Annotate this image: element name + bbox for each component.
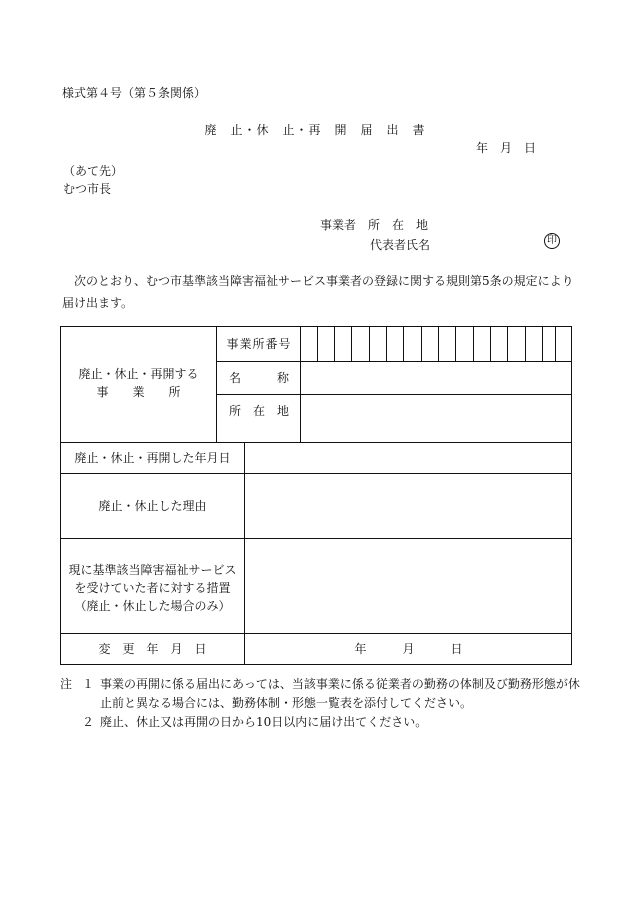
digit-box-divider [507,327,508,361]
table-line [61,538,572,539]
digit-box-divider [421,327,422,361]
reason-label: 廃止・休止した理由 [98,499,207,513]
table-line [61,473,572,474]
digit-box-divider [473,327,474,361]
digit-box-divider [542,327,543,361]
digit-box-divider [386,327,387,361]
office-number-label: 事業所番号 [226,337,292,351]
table-line [244,442,245,665]
notes-prefix: 注 [60,677,73,691]
facility-label-line: 事 業 所 [96,385,181,399]
digit-box-divider [403,327,404,361]
table-line [216,327,217,442]
digit-box-divider [438,327,439,361]
date-of-change-label: 廃止・休止・再開した年月日 [74,451,231,465]
digit-box-divider [334,327,335,361]
digit-box-divider [351,327,352,361]
intro-paragraph: 次のとおり、むつ市基準該当障害福祉サービス事業者の登録に関する規則第5条の規定により届け出ます。 [62,274,574,310]
measures-label-line: を受けていた者に対する措置 [74,581,231,595]
addressee-label: （あて先） [63,164,124,178]
digit-box-divider [455,327,456,361]
note-1-line-2: 止前と異なる場合には、勤務体制・形態一覧表を添付してください。 [100,696,473,710]
note-1-line-1: 事業の再開に係る届出にあっては、当該事業に係る従業者の勤務の体制及び勤務形態が休 [100,677,580,691]
note-number: ２ [82,715,95,729]
facility-name-label: 名 称 [228,371,289,385]
addressee-name: むつ市長 [63,182,112,196]
measures-label-line: 現に基準該当障害福祉サービス [68,563,237,577]
digit-box-divider [369,327,370,361]
document-title: 廃 止・休 止・再 開 届 出 書 [204,123,426,137]
business-address-label: 事業者 所 在 地 [320,218,429,232]
table-line [216,361,572,362]
representative-name-label: 代表者氏名 [370,238,431,252]
note-2-text: 廃止、休止又は再開の日から10日以内に届け出てください。 [100,715,428,729]
facility-address-label: 所 在 地 [228,404,289,418]
facility-label [61,365,216,401]
table-line [61,442,572,443]
digit-box-divider [490,327,491,361]
measures-label-line: （廃止・休止した場合のみ） [74,599,231,613]
table-line [300,327,301,442]
digit-box-divider [317,327,318,361]
change-date-label: 変 更 年 月 日 [98,642,207,656]
change-date-value: 年 月 日 [354,642,463,656]
seal-mark: 印 [544,233,560,249]
notification-form-table [60,326,572,665]
submission-date-field: 年 月 日 [476,141,537,155]
note-number: １ [82,677,95,691]
form-number: 様式第４号（第５条関係） [62,86,207,100]
digit-box-divider [525,327,526,361]
table-line [216,394,572,395]
table-line [61,633,572,634]
measures-label [61,561,244,615]
digit-box-divider [555,327,556,361]
facility-label-line: 廃止・休止・再開する [78,367,199,381]
